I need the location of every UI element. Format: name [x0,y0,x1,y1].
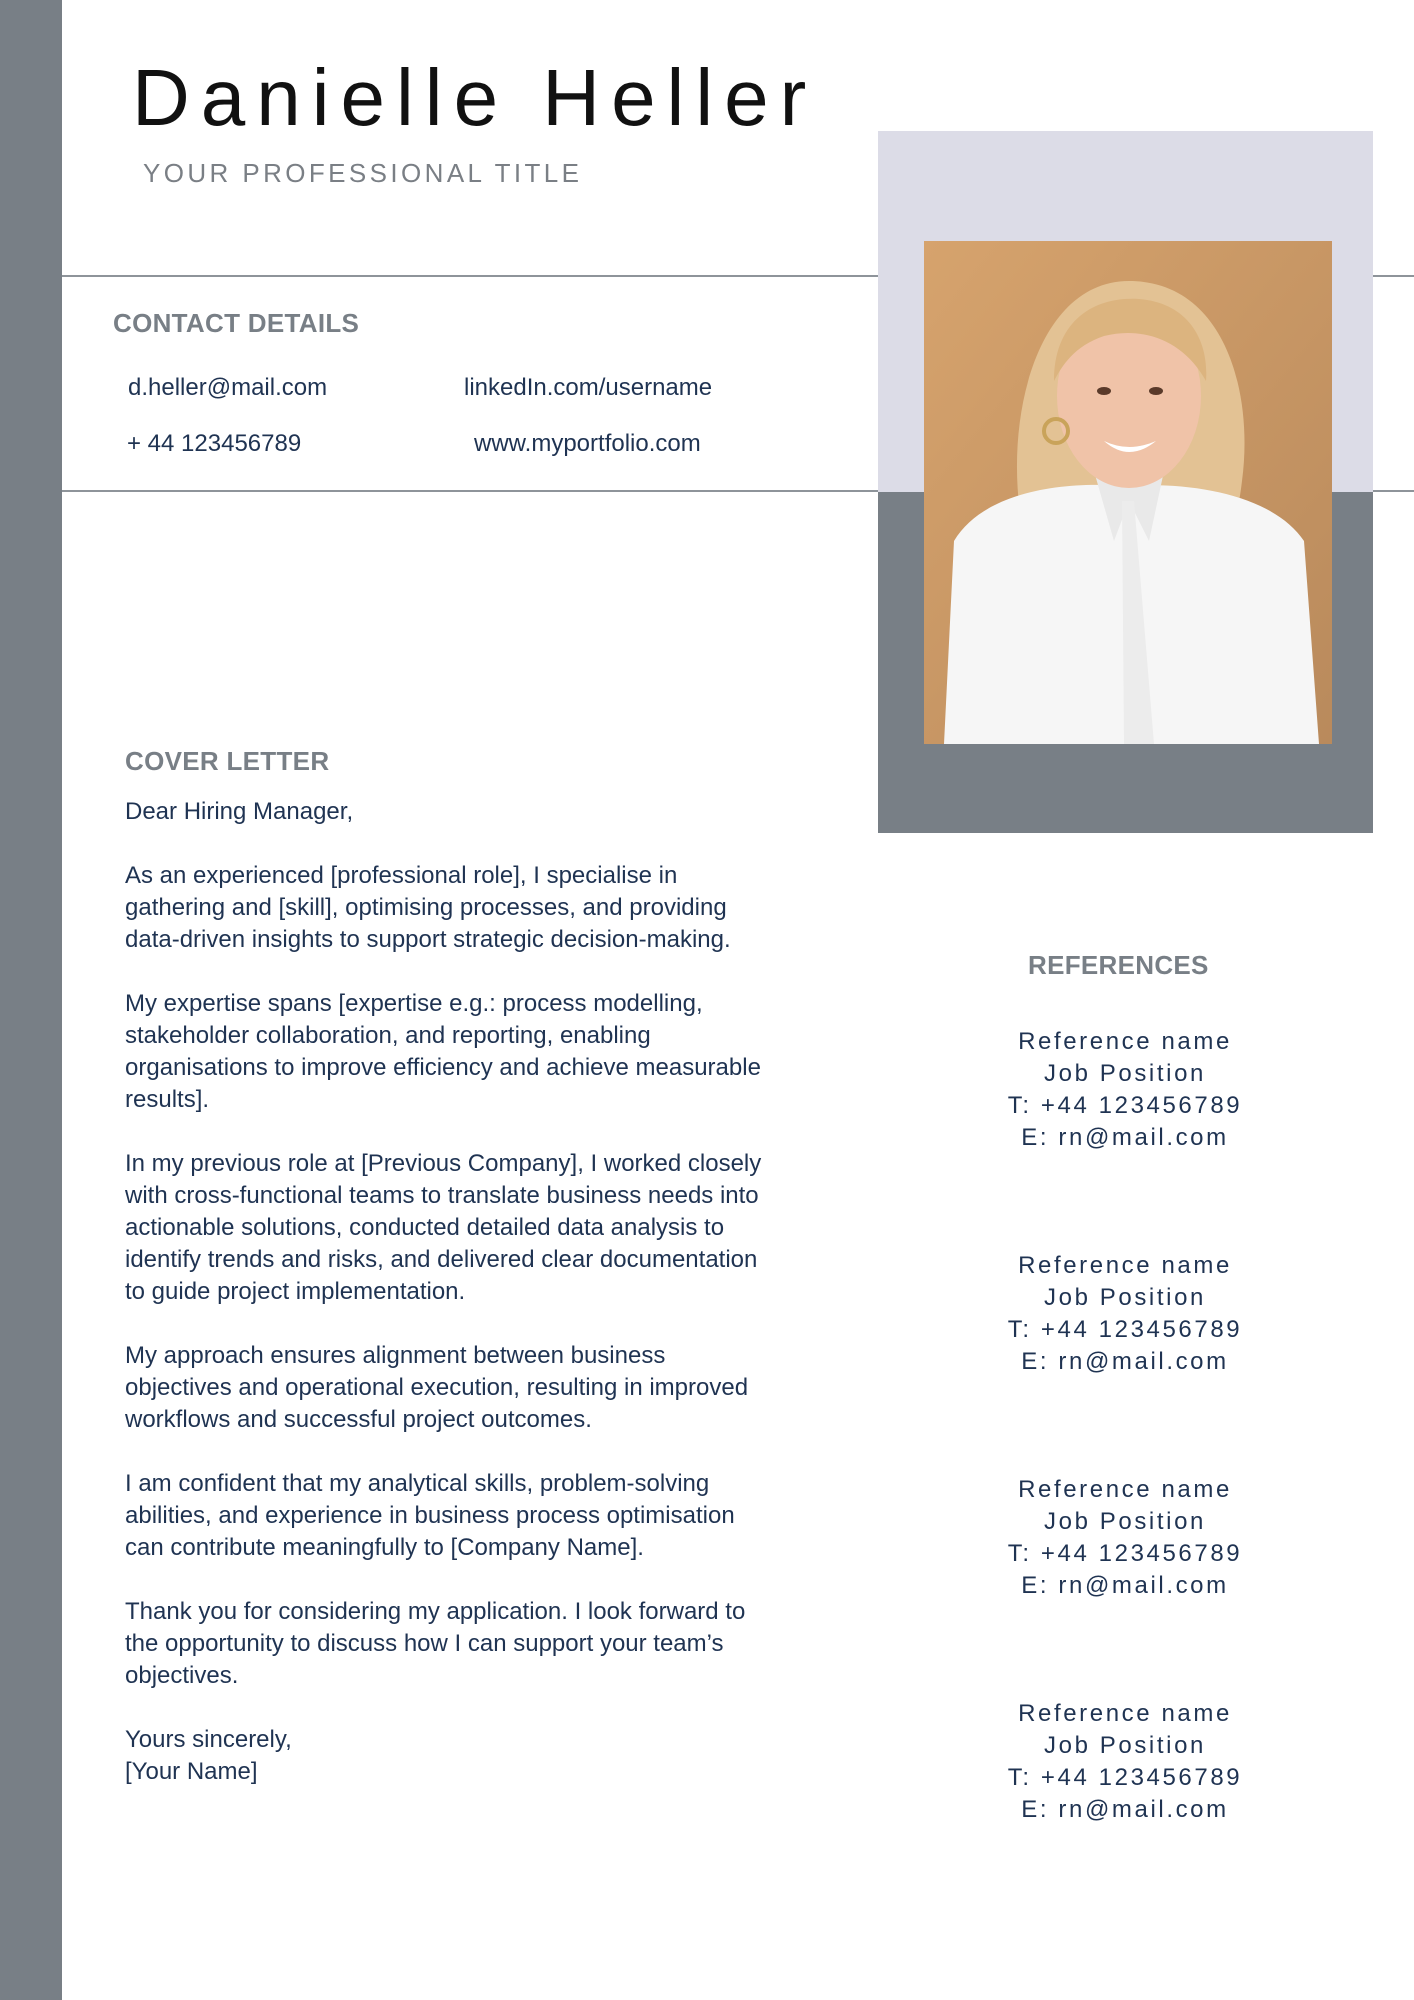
letter-line: As an experienced [professional role], I specialise in [125,862,678,889]
letter-line: objectives and operational execution, resulting in improved [125,1374,749,1401]
letter-paragraph [125,1148,865,1308]
letter-line: identify trends and risks, and delivered clear documentation [125,1246,758,1273]
reference-name: Reference name [1018,1028,1232,1055]
reference-name: Reference name [1018,1252,1232,1279]
reference-phone: T: +44 123456789 [1007,1540,1243,1567]
letter-line: objectives. [125,1662,239,1689]
letter-paragraph [125,860,865,956]
letter-paragraph [125,988,865,1116]
letter-line: with cross-functional teams to translate business needs into [125,1182,759,1209]
contact-phone: + 44 123456789 [127,430,302,457]
reference-phone: T: +44 123456789 [1007,1092,1243,1119]
letter-line: the opportunity to discuss how I can support your team’s [125,1630,724,1657]
reference-position: Job Position [1044,1508,1206,1535]
reference-phone: T: +44 123456789 [1007,1764,1243,1791]
left-accent-bar [0,0,62,2000]
letter-line: abilities, and experience in business process optimisation [125,1502,735,1529]
references-list [960,1026,1290,1826]
reference-item [960,1250,1290,1378]
letter-line: results]. [125,1086,210,1113]
reference-email: E: rn@mail.com [1021,1572,1229,1599]
letter-line: My approach ensures alignment between business [125,1342,666,1369]
contact-email[interactable]: d.heller@mail.com [128,374,328,401]
reference-item [960,1474,1290,1602]
contact-details-heading: CONTACT DETAILS [113,308,360,338]
contact-portfolio[interactable]: www.myportfolio.com [474,430,701,457]
letter-line: Thank you for considering my application. I look forward to [125,1598,746,1625]
reference-email: E: rn@mail.com [1021,1348,1229,1375]
reference-position: Job Position [1044,1732,1206,1759]
cover-letter-body [125,796,865,1788]
reference-name: Reference name [1018,1700,1232,1727]
profile-photo [924,241,1332,744]
letter-closing-line: Yours sincerely, [125,1726,292,1753]
references-heading: REFERENCES [1028,950,1209,980]
letter-line: My expertise spans [expertise e.g.: process modelling, [125,990,703,1017]
reference-position: Job Position [1044,1284,1206,1311]
letter-paragraph [125,1596,865,1692]
letter-closing [125,1724,865,1788]
letter-line: I am confident that my analytical skills, problem-solving [125,1470,710,1497]
letter-signature: [Your Name] [125,1758,258,1785]
contact-linkedin[interactable]: linkedIn.com/username [464,374,713,401]
letter-line: data-driven insights to support strategic decision-making. [125,926,731,953]
professional-title: YOUR PROFESSIONAL TITLE [143,158,583,188]
reference-email: E: rn@mail.com [1021,1124,1229,1151]
letter-line: organisations to improve efficiency and achieve measurable [125,1054,761,1081]
reference-name: Reference name [1018,1476,1232,1503]
portrait-illustration-icon [924,241,1332,744]
letter-line: actionable solutions, conducted detailed data analysis to [125,1214,725,1241]
letter-line: to guide project implementation. [125,1278,466,1305]
letter-greeting: Dear Hiring Manager, [125,798,354,825]
letter-line: stakeholder collaboration, and reporting, enabling [125,1022,651,1049]
letter-paragraph [125,1468,865,1564]
letter-line: gathering and [skill], optimising processes, and providing [125,894,727,921]
candidate-name: Danielle Heller [132,53,818,142]
letter-line: workflows and successful project outcomes. [125,1406,592,1433]
reference-email: E: rn@mail.com [1021,1796,1229,1823]
reference-phone: T: +44 123456789 [1007,1316,1243,1343]
letter-paragraph [125,1340,865,1436]
reference-item [960,1698,1290,1826]
reference-item [960,1026,1290,1154]
letter-line: can contribute meaningfully to [Company Name]. [125,1534,644,1561]
cover-letter-heading: COVER LETTER [125,746,330,776]
letter-line: In my previous role at [Previous Company], I worked closely [125,1150,762,1177]
reference-position: Job Position [1044,1060,1206,1087]
